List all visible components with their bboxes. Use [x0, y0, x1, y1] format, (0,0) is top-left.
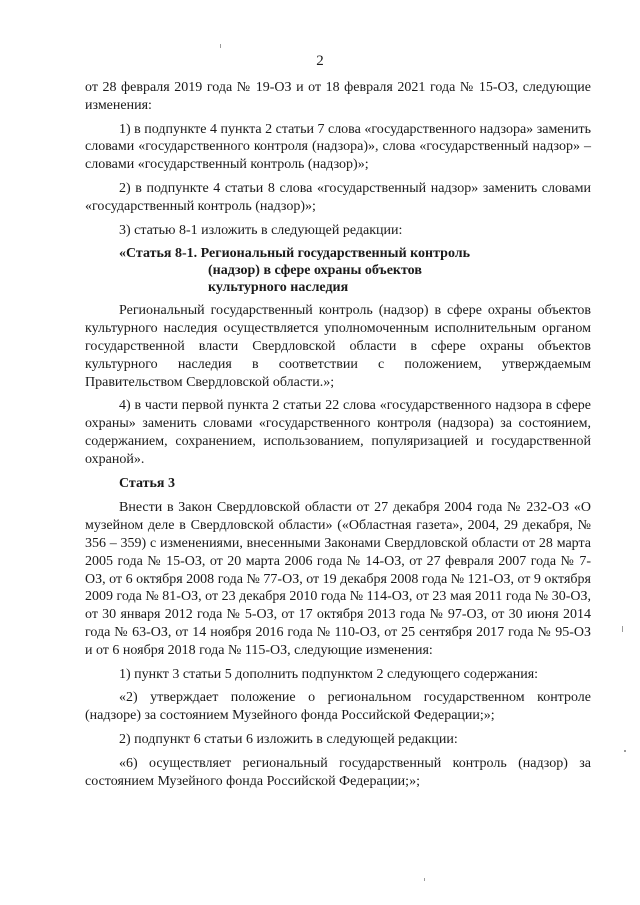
paragraph-article-3-intro: Внести в Закон Свердловской области от 27 декабря 2004 года № 232-ОЗ «О музейном деле в Свердловской области» («Областная газета», 2004, 29 декабря, № 356 – 359) с изменениями, внесенными Законами Свердловской области от 28 марта 2005 года № 15-ОЗ, от 20 марта 2006 года № 14-ОЗ, от 27 февраля 2007 года № 7-ОЗ, от 6 октября 2008 года № 77-ОЗ, от 19 декабря 2008 года № 121-ОЗ, от 9 октября 2009 года № 81-ОЗ, от 23 декабря 2010 года № 114-ОЗ, от 23 мая 2011 года № 30-ОЗ, от 30 января 2012 года № 5-ОЗ, от 17 октября 2013 года № 97-ОЗ, от 30 июня 2014 года № 63-ОЗ, от 14 ноября 2016 года № 110-ОЗ, от 25 сентября 2017 года № 95-ОЗ и от 6 ноября 2018 года № 115-ОЗ, следующие изменения:: [85, 500, 591, 658]
page-number: 2: [316, 53, 324, 69]
paragraph-item-2: 2) в подпункте 4 статьи 8 слова «государственный надзор» заменить словами «государственный контроль (надзор)»;: [85, 180, 591, 214]
document-body: [85, 79, 591, 796]
article-8-1-title: [119, 245, 591, 296]
paragraph-item-1: 1) в подпункте 4 пункта 2 статьи 7 слова «государственного надзора» заменить словами «государственного контроля (надзора)», слова «государственный надзор» – словами «государственный контроль (надзор)»;: [85, 121, 591, 173]
paragraph-item-3: 3) статью 8-1 изложить в следующей редакции:: [119, 222, 403, 238]
scan-artifact-right: [622, 626, 623, 632]
paragraph-art3-quote-2: «6) осуществляет региональный государственный контроль (надзор) за состоянием Музейного фонда Российской Федерации;»;: [85, 755, 591, 789]
paragraph-item-4: 4) в части первой пункта 2 статьи 22 слова «государственного надзора в сфере охраны» заменить словами «государственного контроля (надзора) за состоянием, содержанием, сохранением, использованием, популяризацией и государственной охраной».: [85, 398, 591, 467]
article-8-1-title-line-2: (надзор) в сфере охраны объектов: [208, 263, 422, 279]
article-8-1-title-line-1: «Статья 8-1. Региональный государственный контроль: [119, 246, 471, 262]
scan-artifact-top: [220, 44, 221, 48]
paragraph-art3-item-2: 2) подпункт 6 статьи 6 изложить в следующей редакции:: [119, 731, 458, 747]
scan-artifact-bottom: [424, 878, 425, 881]
paragraph-art3-quote-1: «2) утверждает положение о региональном государственном контроле (надзоре) за состоянием Музейного фонда Российской Федерации;»;: [85, 690, 591, 724]
paragraph-art3-item-1: 1) пункт 3 статьи 5 дополнить подпунктом 2 следующего содержания:: [119, 666, 539, 682]
article-3-title: Статья 3: [119, 475, 175, 491]
paragraph-article-8-1-body: Региональный государственный контроль (надзор) в сфере охраны объектов культурного наследия осуществляется уполномоченным исполнительным органом государственной власти Свердловской области в сфере охраны объектов культурного наследия в соответствии с положением, утверждаемым Правительством Свердловской области.»;: [85, 303, 591, 390]
scan-artifact-right-lower: [624, 750, 626, 752]
article-8-1-title-line-3: культурного наследия: [208, 280, 349, 296]
paragraph-continuation: от 28 февраля 2019 года № 19-ОЗ и от 18 февраля 2021 года № 15-ОЗ, следующие изменения:: [85, 80, 591, 113]
